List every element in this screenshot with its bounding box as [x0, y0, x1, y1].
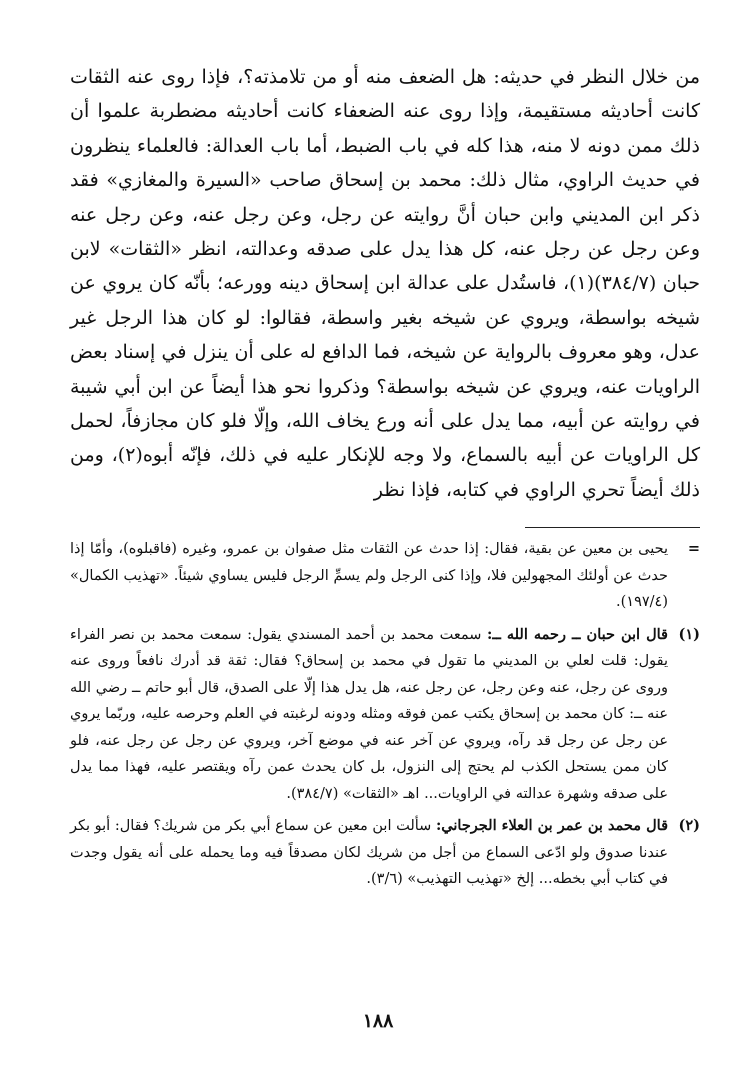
footnote-label: قال ابن حبان ــ رحمه الله ــ:	[486, 625, 668, 643]
footnote-separator	[525, 527, 700, 528]
footnote-mark: =	[687, 540, 700, 558]
footnote-mark: (٢)	[678, 817, 700, 835]
footnote-2	[70, 813, 700, 893]
footnote-text	[70, 813, 668, 893]
footnote-body: يحيى بن معين عن بقية، فقال: إذا حدث عن الثقات مثل صفوان بن عمرو، وغيره (فاقبلوه)، وأمّا إذا حدث عن أولئك المجهولين فلا، وإذا كنى الرجل ولم يسمِّ الرجل فليس يساوي شيئاً. «تهذيب الكمال» (١٩٧/٤).	[70, 541, 668, 611]
main-text-block	[70, 60, 700, 507]
footnote-label: قال محمد بن عمر بن العلاء الجرجاني:	[435, 817, 668, 835]
page-number: ١٨٨	[362, 1010, 394, 1032]
footnote-body: سألت ابن معين عن سماع أبي بكر من شريك؟ فقال: أبو بكر عندنا صدوق ولو ادّعى السماع من أجل من شريك لكان مصدقاً فيه وما يحمله على أنه يقول وجدت في كتاب أبي بخطه... إلخ «تهذيب التهذيب» (٣/٦).	[70, 818, 668, 888]
footnote-body: سمعت محمد بن أحمد المسندي يقول: سمعت محمد بن نصر الفراء يقول: قلت لعلي بن المديني ما تقول في محمد بن إسحاق؟ فقال: ثقة قد أدرك نافعاً وروى عنه وروى عن رجل، عنه وعن رجل، عن رجل عنه، هل يدل هذا إلّا على الصدق، قال أبو حاتم ــ رضي الله عنه ــ: كان محمد بن إسحاق يكتب عمن فوقه ومثله ودونه لرغبته في العلم وحرصه عليه، وربّما يروي عن رجل عن رجل قد رآه، ويروي عن آخر عنه في موضع آخر، ويروي عن رجل عن رجل عنه، فلو كان ممن يستحل الكذب لم يحتج إلى النزول، بل كان يحدث عمن رآه ويقتصر عليه، فهذا مما يدل على صدقه وشهرة عدالته في الراويات... اهـ «الثقات» (٣٨٤/٧).	[70, 626, 668, 802]
main-paragraph: من خلال النظر في حديثه: هل الضعف منه أو من تلامذته؟، فإذا روى عنه الثقات كانت أحاديثه مستقيمة، وإذا روى عنه الضعفاء كانت أحاديثه مضطربة علموا أن ذلك ممن دونه لا منه، هذا كله في باب الضبط، أما باب العدالة: فالعلماء ينظرون في حديث الراوي، مثال ذلك: محمد بن إسحاق صاحب «السيرة والمغازي» فقد ذكر ابن المديني وابن حبان أنَّ روايته عن رجل، وعن رجل عنه، وعن رجل عنه وعن رجل عن رجل عنه، كل هذا يدل على صدقه وعدالته، انظر «الثقات» لابن حبان (٣٨٤/٧)(١)، فاستُدل على عدالة ابن إسحاق دينه وورعه؛ بأنّه كان يروي عن شيخه بواسطة، ويروي عن شيخه بغير واسطة، فقالوا: لو كان هذا الرجل غير عدل، وهو معروف بالرواية عن شيخه، فما الدافع له على أن ينزل في إسناد بعض الراويات عنه، ويروي عن شيخه بواسطة؟ وذكروا نحو هذا أيضاً عن ابن أبي شيبة في روايته عن أبيه، مما يدل على أنه ورع يخاف الله، وإلّا فلو كان مجازفاً، لحمل كل الراويات عن أبيه بالسماع، ولا وجه للإنكار عليه في ذلك، فإنّه أبوه(٢)، ومن ذلك أيضاً تحري الراوي في كتابه، فإذا نظر	[70, 66, 700, 501]
page-body	[70, 60, 700, 899]
footnote-text	[70, 536, 668, 616]
footnote-1	[70, 622, 700, 808]
footnote-text	[70, 622, 668, 808]
footnote-mark: (١)	[678, 625, 700, 643]
footnote-continued	[70, 536, 700, 616]
